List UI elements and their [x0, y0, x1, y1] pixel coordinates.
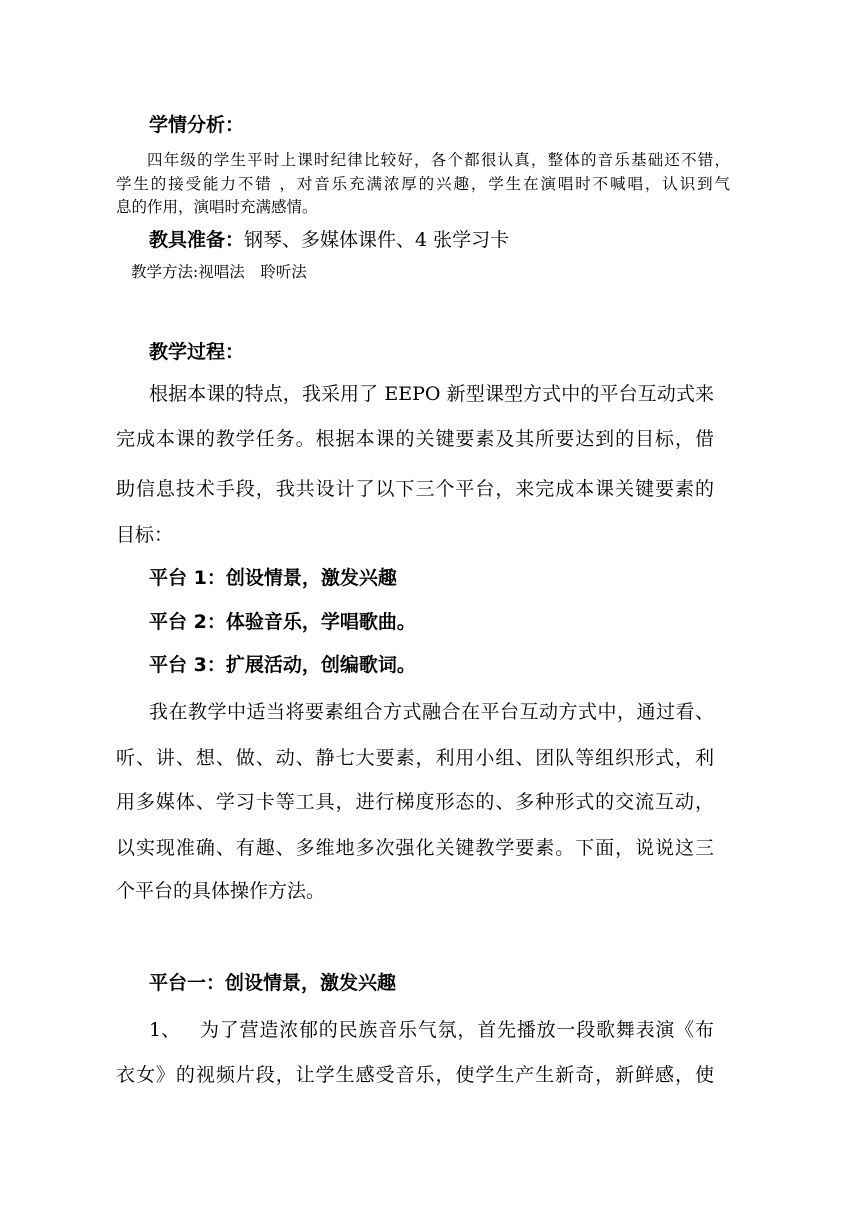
platform-one-heading: 平台一：创设情景，激发兴趣 [149, 972, 397, 994]
process-intro-line-3: 助信息技术手段，我共设计了以下三个平台，来完成本课关键要素的 [116, 478, 714, 500]
process-method-line-1: 我在教学中适当将要素组合方式融合在平台互动方式中，通过看、 [149, 701, 714, 723]
platform-2-title: 平台 2：体验音乐，学唱歌曲。 [149, 611, 416, 633]
analysis-line-2: 学生的接受能力不错 ，对音乐充满浓厚的兴趣，学生在演唱时不喊唱，认识到气 [116, 175, 730, 193]
process-method-line-4: 以实现准确、有趣、多维地多次强化关键教学要素。下面，说说这三 [116, 837, 714, 859]
methods-text: 教学方法:视唱法 聆听法 [131, 263, 307, 281]
platform-one-item-number: 1、 [149, 1019, 181, 1041]
analysis-line-3: 息的作用，演唱时充满感情。 [116, 198, 318, 216]
platform-one-item-line-2: 衣女》的视频片段，让学生感受音乐，使学生产生新奇，新鲜感，使 [116, 1064, 714, 1086]
process-intro-line-4: 目标： [116, 524, 174, 546]
analysis-heading: 学情分析： [149, 114, 245, 136]
process-method-line-2: 听、讲、想、做、动、静七大要素，利用小组、团队等组织形式，利 [116, 747, 714, 769]
platform-1-title: 平台 1：创设情景，激发兴趣 [149, 567, 397, 589]
materials-text: 钢琴、多媒体课件、4 张学习卡 [244, 229, 510, 251]
process-heading: 教学过程： [149, 341, 245, 363]
analysis-line-1: 四年级的学生平时上课时纪律比较好，各个都很认真，整体的音乐基础还不错， [147, 151, 730, 169]
process-intro-line-1: 根据本课的特点，我采用了 EEPO 新型课型方式中的平台互动式来 [149, 383, 714, 405]
process-method-line-3: 用多媒体、学习卡等工具，进行梯度形态的、多种形式的交流互动， [116, 791, 714, 813]
materials-row [149, 231, 509, 250]
platform-one-item-line-1: 为了营造浓郁的民族音乐气氛，首先播放一段歌舞表演《布 [200, 1019, 714, 1041]
materials-label: 教具准备： [149, 229, 245, 251]
process-intro-line-2: 完成本课的教学任务。根据本课的关键要素及其所要达到的目标，借 [116, 428, 714, 450]
platform-3-title: 平台 3：扩展活动，创编歌词。 [149, 654, 416, 676]
process-method-line-5: 个平台的具体操作方法。 [116, 880, 326, 902]
